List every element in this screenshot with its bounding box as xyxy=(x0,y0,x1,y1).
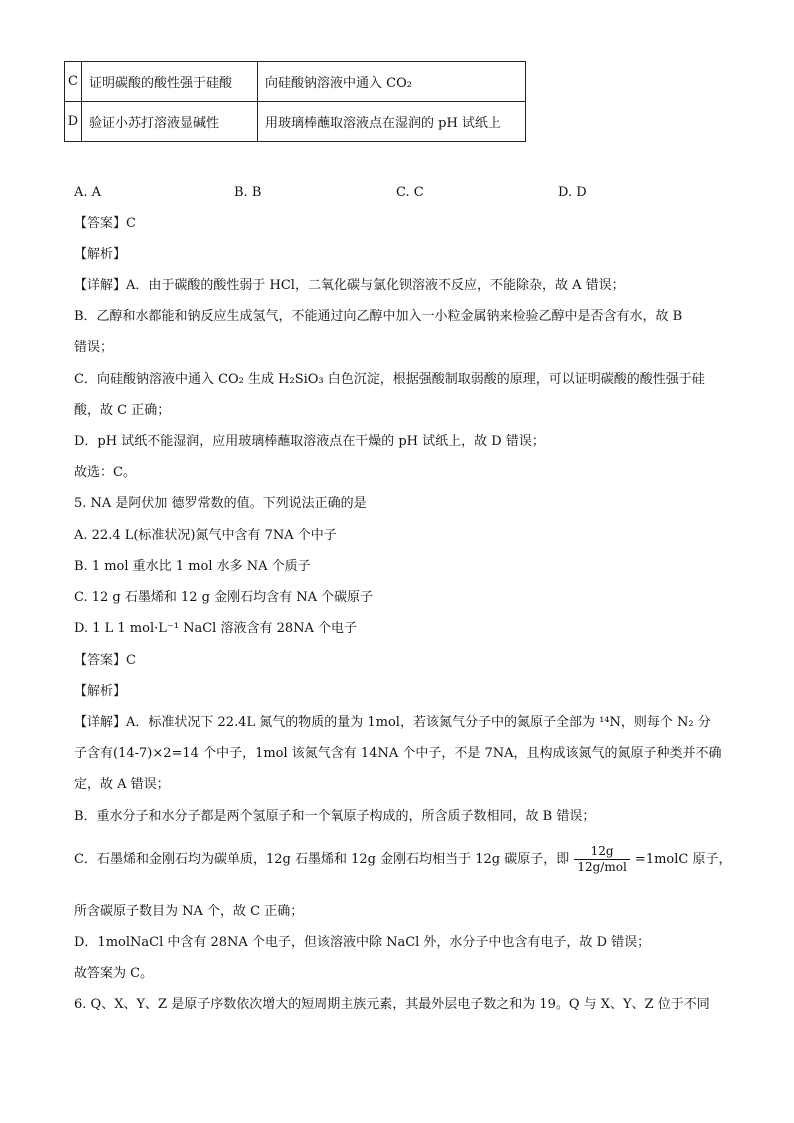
q5-conclusion: 故答案为 C。 xyxy=(74,966,154,981)
q5-stem: 5. NA 是阿伏加 德罗常数的值。下列说法正确的是 xyxy=(74,496,367,511)
q5-detail-c-line1 xyxy=(74,843,731,877)
q5-answer: 【答案】C xyxy=(74,653,136,668)
table-row xyxy=(65,102,526,142)
row-purpose: 验证小苏打溶液显碱性 xyxy=(82,102,258,142)
row-operation: 向硅酸钠溶液中通入 CO₂ xyxy=(258,62,526,102)
q5-detail-a-line2: 子含有(14-7)×2=14 个中子，1mol 该氮气含有 14NA 个中子，不是 7NA，且构成该氮气的氮原子种类并不确 xyxy=(74,746,722,761)
q5-option-c: C. 12 g 石墨烯和 12 g 金刚石均含有 NA 个碳原子 xyxy=(74,590,374,605)
choice-b: B. B xyxy=(234,185,262,200)
row-operation: 用玻璃棒蘸取溶液点在湿润的 pH 试纸上 xyxy=(258,102,526,142)
table-row xyxy=(65,62,526,102)
q4-analysis-label: 【解析】 xyxy=(74,247,127,262)
choice-d: D. D xyxy=(558,185,587,200)
q4-detail-b-line2: 错误； xyxy=(74,340,114,355)
q5-analysis-label: 【解析】 xyxy=(74,684,127,699)
q5-detail-b: B．重水分子和水分子都是两个氢原子和一个氧原子构成的，所含质子数相同，故 B 错误； xyxy=(74,809,596,824)
q5-detail-a-line3: 定，故 A 错误； xyxy=(74,777,170,792)
q4-answer: 【答案】C xyxy=(74,216,136,231)
q4-detail-c-line2: 酸，故 C 正确； xyxy=(74,403,171,418)
row-letter: C xyxy=(65,62,82,102)
q4-conclusion: 故选：C。 xyxy=(74,465,136,480)
fraction xyxy=(574,844,629,875)
q5-detail-a-line1: 【详解】A．标准状况下 22.4L 氮气的物质的量为 1mol，若该氮气分子中的氮原子全部为 ¹⁴N，则每个 N₂ 分 xyxy=(74,715,711,730)
q5-detail-d: D．1molNaCl 中含有 28NA 个电子，但该溶液中除 NaCl 外，水分子中也含有电子，故 D 错误； xyxy=(74,935,651,950)
q5-detail-c-line2: 所含碳原子数目为 NA 个，故 C 正确； xyxy=(74,904,304,919)
q4-choices xyxy=(74,185,634,203)
q5-detail-c-result: =1molC 原子， xyxy=(634,852,732,867)
choice-c: C. C xyxy=(396,185,424,200)
q5-option-b: B. 1 mol 重水比 1 mol 水多 NA 个质子 xyxy=(74,559,311,574)
fraction-numerator: 12g xyxy=(574,844,629,860)
row-purpose: 证明碳酸的酸性强于硅酸 xyxy=(82,62,258,102)
q6-stem: 6. Q、X、Y、Z 是原子序数依次增大的短周期主族元素，其最外层电子数之和为 19。Q 与 X、Y、Z 位于不同 xyxy=(74,997,710,1012)
fraction-denominator: 12g/mol xyxy=(577,860,627,874)
experiment-table xyxy=(64,61,526,142)
q4-detail-b-line1: B．乙醇和水都能和钠反应生成氢气，不能通过向乙醇中加入一小粒金属钠来检验乙醇中是否含有水，故 B xyxy=(74,309,683,324)
row-letter: D xyxy=(65,102,82,142)
q5-option-a: A. 22.4 L(标准状况)氮气中含有 7NA 个中子 xyxy=(74,528,337,543)
choice-a: A. A xyxy=(74,185,102,200)
q4-detail-c-line1: C．向硅酸钠溶液中通入 CO₂ 生成 H₂SiO₃ 白色沉淀，根据强酸制取弱酸的原理，可以证明碳酸的酸性强于硅 xyxy=(74,372,705,387)
q4-detail-a: 【详解】A．由于碳酸的酸性弱于 HCl，二氧化碳与氯化钡溶液不反应，不能除杂，故 A 错误； xyxy=(74,278,625,293)
q5-detail-c-text: C．石墨烯和金刚石均为碳单质，12g 石墨烯和 12g 金刚石均相当于 12g 碳原子，即 xyxy=(74,852,570,867)
q4-detail-d: D．pH 试纸不能湿润，应用玻璃棒蘸取溶液点在干燥的 pH 试纸上，故 D 错误； xyxy=(74,434,545,449)
q5-option-d: D. 1 L 1 mol·L⁻¹ NaCl 溶液含有 28NA 个电子 xyxy=(74,621,358,636)
